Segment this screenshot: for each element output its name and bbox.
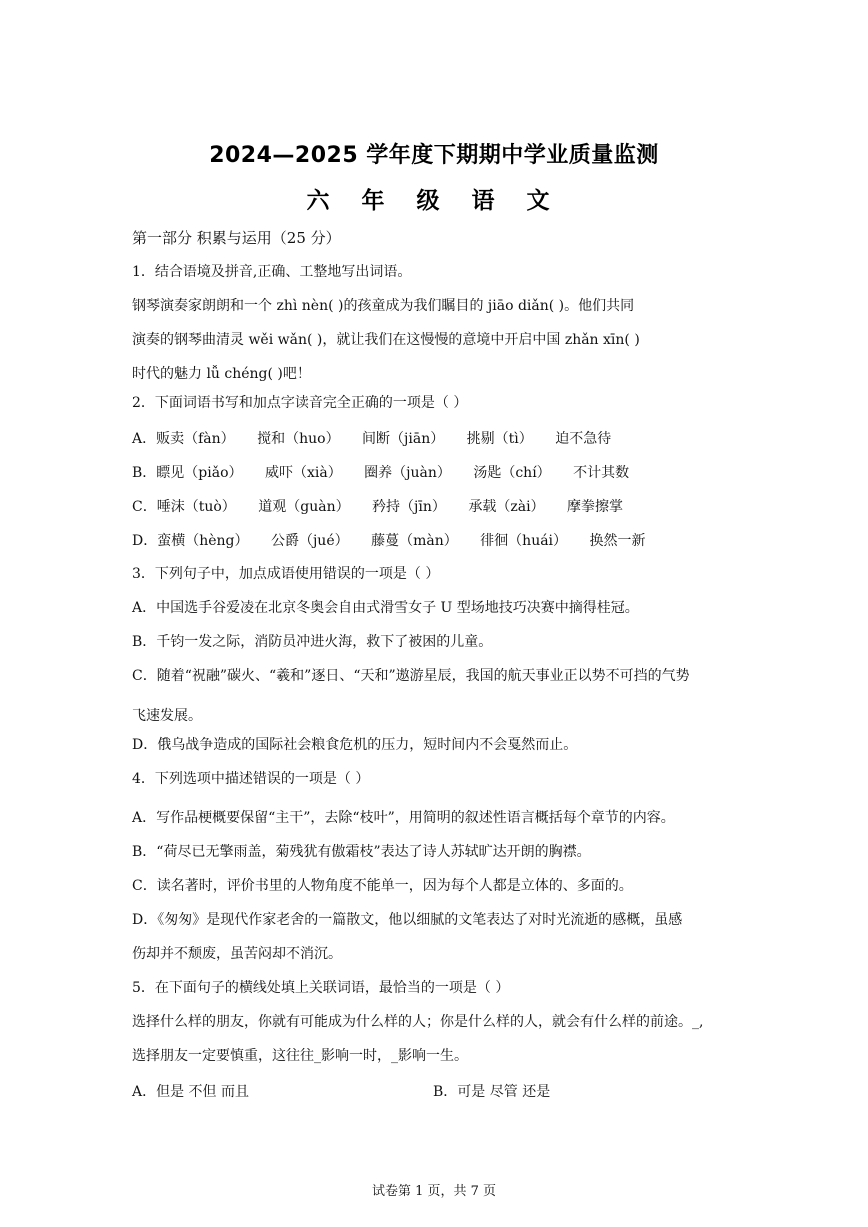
- q1-line1: 钢琴演奏家朗朗和一个 zhì nèn( )的孩童成为我们瞩目的 jiāo diǎn( )。他们共同: [132, 298, 635, 314]
- q2-option-d: [132, 530, 663, 550]
- q5-option-a: A．但是 不但 而且: [132, 1084, 250, 1100]
- q2-stem: 2．下面词语书写和加点字读音完全正确的一项是（ ）: [132, 395, 468, 411]
- q2-d-item: D．蛮横（hèng）: [132, 533, 249, 549]
- q2-a-item: 间断（jiān）: [362, 431, 445, 447]
- q3-option-c-line2: 飞速发展。: [132, 708, 202, 724]
- q2-c-item: C．唾沫（tuò）: [132, 499, 236, 515]
- q2-option-a: [132, 428, 629, 448]
- q2-option-c: [132, 496, 641, 516]
- q2-c-item: 承载（zài）: [468, 499, 545, 515]
- q4-option-a: A．写作品梗概要保留“主干”，去除“枝叶”，用简明的叙述性语言概括每个章节的内容。: [132, 810, 675, 826]
- q5-stem: 5．在下面句子的横线处填上关联词语，最恰当的一项是（ ）: [132, 980, 510, 996]
- q3-option-a: A．中国选手谷爱凌在北京冬奥会自由式滑雪女子 U 型场地技巧决赛中摘得桂冠。: [132, 600, 639, 616]
- q5-line2: 选择朋友一定要慎重，这往往_影响一时，_影响一生。: [132, 1048, 468, 1064]
- q4-option-b: B．“荷尽已无擎雨盖，菊残犹有傲霜枝”表达了诗人苏轼旷达开朗的胸襟。: [132, 844, 591, 860]
- q3-option-c-line1: C．随着“祝融”碳火、“羲和”逐日、“天和”遨游星辰，我国的航天事业正以势不可挡的气势: [132, 668, 690, 684]
- q2-a-item: 搅和（huo）: [257, 431, 340, 447]
- q4-option-d-line1: D．《匆匆》是现代作家老舍的一篇散文，他以细腻的文笔表达了对时光流逝的感概，虽感: [132, 912, 683, 928]
- q1-stem: 1．结合语境及拼音,正确、工整地写出词语。: [132, 264, 412, 280]
- q1-line2: 演奏的钢琴曲清灵 wěi wǎn( )，就让我们在这慢慢的意境中开启中国 zhǎn xīn( ): [132, 332, 640, 348]
- page-footer: 试卷第 1 页，共 7 页: [371, 1184, 497, 1199]
- q2-b-item: 威吓（xià）: [264, 465, 342, 481]
- q3-option-d: D．俄乌战争造成的国际社会粮食危机的压力，短时间内不会戛然而止。: [132, 737, 578, 753]
- q2-a-item: 迫不急待: [555, 431, 612, 447]
- q2-d-item: 公爵（jué）: [270, 533, 349, 549]
- q2-c-item: 矜持（jīn）: [372, 499, 446, 515]
- q2-c-item: 摩拳擦掌: [567, 499, 623, 515]
- q5-line1: 选择什么样的朋友，你就有可能成为什么样的人；你是什么样的人，就会有什么样的前途。_,: [132, 1014, 704, 1030]
- q5-option-b: B．可是 尽管 还是: [433, 1084, 551, 1100]
- q2-d-item: 藤蔓（màn）: [371, 533, 458, 549]
- q2-b-item: 汤匙（chí）: [473, 465, 551, 481]
- q2-a-item: A．贩卖（fàn）: [132, 431, 235, 447]
- q3-option-b: B．千钧一发之际，消防员冲进火海，救下了被困的儿童。: [132, 634, 493, 650]
- q4-option-c: C．读名著时，评价书里的人物角度不能单一，因为每个人都是立体的、多面的。: [132, 878, 633, 894]
- q2-b-item: 不计其数: [573, 465, 630, 481]
- q2-c-item: 道观（guàn）: [258, 499, 350, 515]
- q1-line3: 时代的魅力 lǚ chéng( )吧！: [132, 366, 311, 382]
- q2-d-item: 换然一新: [589, 533, 646, 549]
- q2-option-b: [132, 462, 647, 482]
- exam-title: 2024—2025 学年度下期期中学业质量监测: [209, 143, 659, 168]
- part1-heading: 第一部分 积累与运用（25 分）: [132, 229, 341, 247]
- q4-option-d-line2: 伤却并不颓废，虽苦闷却不消沉。: [132, 946, 342, 962]
- subject-title: 六 年 级 语 文: [306, 188, 562, 214]
- q4-stem: 4．下列选项中描述错误的一项是（ ）: [132, 771, 370, 787]
- q2-b-item: 圈养（juàn）: [364, 465, 451, 481]
- q2-b-item: B．瞟见（piǎo）: [132, 465, 243, 481]
- q3-stem: 3．下列句子中，加点成语使用错误的一项是（ ）: [132, 566, 440, 582]
- q2-a-item: 挑剔（tì）: [466, 431, 533, 447]
- q2-d-item: 徘徊（huái）: [480, 533, 568, 549]
